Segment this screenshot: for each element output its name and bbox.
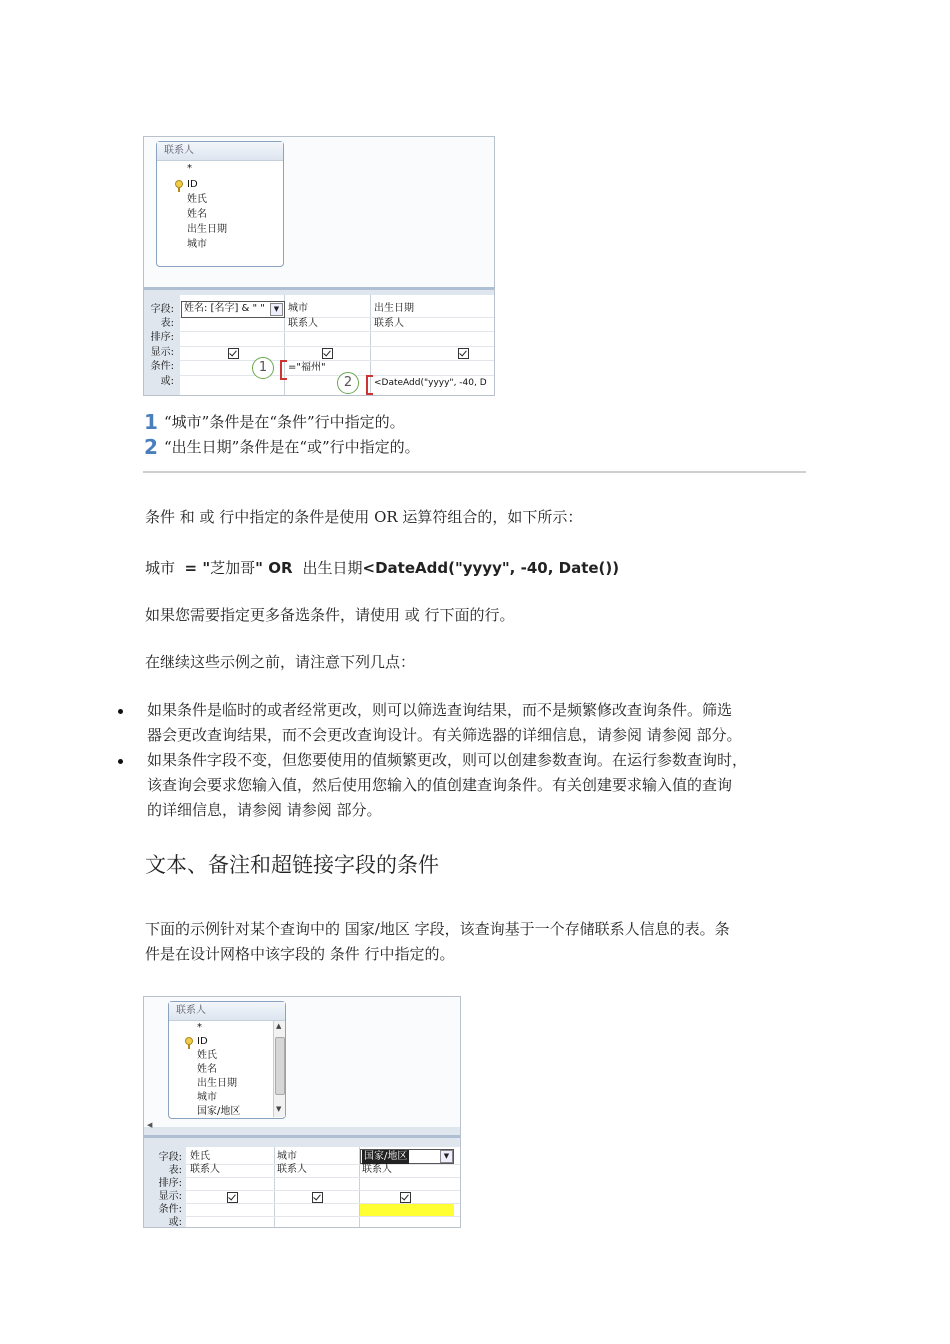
callout-bracket xyxy=(366,375,373,395)
field-item[interactable]: 姓名 xyxy=(197,1064,217,1075)
divider-line xyxy=(143,471,806,473)
row-divider xyxy=(186,1216,460,1217)
table-cell[interactable]: 联系人 xyxy=(288,318,318,329)
field-item[interactable]: ID xyxy=(197,1036,208,1047)
contacts-table-box xyxy=(168,1001,286,1119)
field-cell[interactable]: 城市 xyxy=(277,1151,297,1162)
field-item[interactable]: * xyxy=(187,163,192,174)
field-item[interactable]: 姓氏 xyxy=(197,1050,217,1061)
row-label-field: 字段: xyxy=(150,304,174,315)
field-item[interactable]: 姓氏 xyxy=(187,194,207,205)
scroll-down-icon[interactable]: ▼ xyxy=(276,1105,282,1113)
bullet-2-line-1: 如果条件字段不变，但您要使用的值频繁更改，则可以创建参数查询。在运行参数查询时， xyxy=(147,751,748,769)
table-scrollbar[interactable] xyxy=(273,1021,285,1117)
field-item[interactable]: ID xyxy=(187,179,198,190)
row-label-sort: 排序: xyxy=(158,1178,182,1189)
row-label-criteria: 条件: xyxy=(150,361,174,372)
or-cell[interactable]: <DateAdd("yyyy", -40, D xyxy=(374,378,487,388)
row-label-criteria: 条件: xyxy=(158,1204,182,1215)
field-item[interactable]: * xyxy=(197,1022,202,1033)
bullet-1-line-2: 器会更改查询结果，而不会更改查询设计。有关筛选器的详细信息，请参阅 请参阅 部分。 xyxy=(147,726,742,744)
table-cell[interactable]: 联系人 xyxy=(277,1164,307,1175)
design-grid xyxy=(144,1147,460,1227)
col-divider xyxy=(274,1147,275,1227)
row-label-or: 或: xyxy=(168,1217,182,1228)
callout-bracket xyxy=(280,360,287,380)
row-divider xyxy=(180,346,494,347)
formula-expression: <DateAdd("yyyy", -40, Date()) xyxy=(362,559,620,577)
caption-number-2: 2 xyxy=(144,435,158,459)
formula-operator: = " xyxy=(184,559,211,577)
scroll-thumb[interactable] xyxy=(275,1037,285,1095)
field-item[interactable]: 城市 xyxy=(187,239,207,250)
formula-line xyxy=(145,556,619,581)
show-checkbox[interactable] xyxy=(228,348,239,359)
design-grid xyxy=(144,295,494,395)
row-label-table: 表: xyxy=(160,318,174,329)
paragraph-example-line-2: 件是在设计网格中该字段的 条件 行中指定的。 xyxy=(145,945,455,963)
caption-1: “城市”条件是在“条件”行中指定的。 xyxy=(164,413,405,431)
contacts-table-box xyxy=(156,141,284,267)
primary-key-icon xyxy=(185,1037,193,1045)
row-label-show: 显示: xyxy=(158,1191,182,1202)
row-label-table: 表: xyxy=(168,1165,182,1176)
paragraph-or-combination: 条件 和 或 行中指定的条件是使用 OR 运算符组合的，如下所示： xyxy=(145,508,583,526)
query-design-screenshot-2 xyxy=(143,996,461,1228)
show-checkbox[interactable] xyxy=(312,1192,323,1203)
field-item[interactable]: 出生日期 xyxy=(187,224,227,235)
formula-prefix: 城市 xyxy=(145,559,185,577)
row-divider xyxy=(186,1164,460,1165)
bullet-1-line-1: 如果条件是临时的或者经常更改，则可以筛选查询结果，而不是频繁修改查询条件。筛选 xyxy=(147,701,733,719)
criteria-cell-highlighted[interactable] xyxy=(360,1204,454,1216)
field-item[interactable]: 姓名 xyxy=(187,209,207,220)
primary-key-icon xyxy=(175,180,183,188)
table-cell[interactable]: 联系人 xyxy=(190,1164,220,1175)
bullet-2-line-3: 的详细信息，请参阅 请参阅 部分。 xyxy=(147,801,382,819)
paragraph-example-line-1: 下面的示例针对某个查询中的 国家/地区 字段，该查询基于一个存储联系人信息的表。条 xyxy=(145,920,730,938)
caption-number-1: 1 xyxy=(144,410,158,434)
row-label-or: 或: xyxy=(160,376,174,387)
field-item[interactable]: 城市 xyxy=(197,1092,217,1103)
dropdown-arrow-icon[interactable]: ▼ xyxy=(270,303,283,316)
callout-1-icon: 1 xyxy=(252,357,274,379)
row-label-show: 显示: xyxy=(150,347,174,358)
table-cell[interactable]: 联系人 xyxy=(362,1164,392,1175)
formula-or: " OR xyxy=(255,559,298,577)
bullet-2-line-2: 该查询会要求您输入值，然后使用您输入的值创建查询条件。有关创建要求输入值的查询 xyxy=(147,776,733,794)
caption-2: “出生日期”条件是在“或”行中指定的。 xyxy=(164,438,420,456)
pane-splitter[interactable] xyxy=(144,287,494,290)
show-checkbox[interactable] xyxy=(458,348,469,359)
scroll-left-icon[interactable]: ◀ xyxy=(147,1121,153,1129)
section-heading: 文本、备注和超链接字段的条件 xyxy=(145,853,439,877)
show-checkbox[interactable] xyxy=(400,1192,411,1203)
bullet-dot xyxy=(118,709,123,714)
pane-splitter[interactable] xyxy=(144,1135,460,1138)
table-title: 联系人 xyxy=(157,142,283,161)
field-cell-highlighted[interactable]: 国家/地区 xyxy=(364,1151,408,1162)
row-divider xyxy=(186,1190,460,1191)
field-item[interactable]: 国家/地区 xyxy=(197,1106,241,1117)
field-item[interactable]: 出生日期 xyxy=(197,1078,237,1089)
formula-city: 芝加哥 xyxy=(210,559,256,577)
row-label-sort: 排序: xyxy=(150,332,174,343)
field-cell[interactable]: 城市 xyxy=(288,303,308,314)
field-cell[interactable]: 姓名: [名字] & " " xyxy=(184,303,265,314)
field-cell[interactable]: 姓氏 xyxy=(190,1151,210,1162)
table-title: 联系人 xyxy=(169,1002,285,1021)
callout-2-icon: 2 xyxy=(337,372,359,394)
criteria-cell[interactable]: ="福州" xyxy=(288,362,326,373)
query-design-screenshot-1 xyxy=(143,136,495,396)
row-divider xyxy=(180,360,494,361)
table-cell[interactable]: 联系人 xyxy=(374,318,404,329)
paragraph-notes-intro: 在继续这些示例之前，请注意下列几点： xyxy=(145,653,416,671)
row-label-field: 字段: xyxy=(158,1152,182,1163)
row-divider xyxy=(186,1177,460,1178)
scroll-up-icon[interactable]: ▲ xyxy=(276,1022,282,1030)
show-checkbox[interactable] xyxy=(227,1192,238,1203)
row-divider xyxy=(180,331,494,332)
show-checkbox[interactable] xyxy=(322,348,333,359)
dropdown-arrow-icon[interactable]: ▼ xyxy=(440,1150,453,1163)
paragraph-more-criteria: 如果您需要指定更多备选条件，请使用 或 行下面的行。 xyxy=(145,606,515,624)
field-cell[interactable]: 出生日期 xyxy=(374,303,414,314)
bullet-dot xyxy=(118,759,123,764)
formula-field: 出生日期 xyxy=(297,559,363,577)
